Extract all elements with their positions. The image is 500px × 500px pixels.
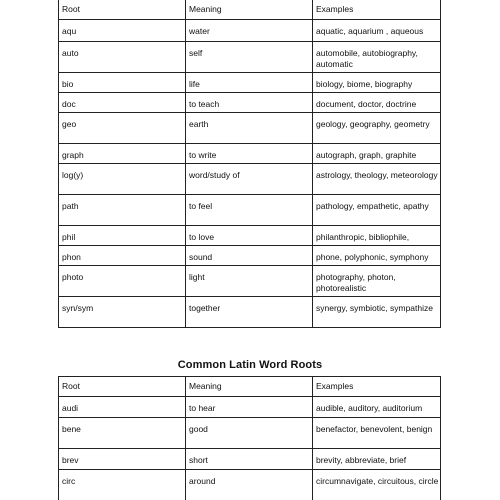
table-row — [59, 226, 441, 246]
meaning-cell: life — [186, 73, 313, 93]
root-cell: phil — [59, 226, 186, 246]
examples-cell: astrology, theology, meteorology — [313, 164, 441, 195]
root-cell: doc — [59, 93, 186, 113]
greek-roots-table — [58, 0, 441, 328]
meaning-cell: word/study of — [186, 164, 313, 195]
examples-cell: automobile, autobiography, automatic — [313, 42, 441, 73]
meaning-cell: good — [186, 418, 313, 449]
table-row — [59, 93, 441, 113]
root-cell: bene — [59, 418, 186, 449]
table-row — [59, 73, 441, 93]
root-cell: auto — [59, 42, 186, 73]
meaning-cell: to love — [186, 226, 313, 246]
table-row — [59, 113, 441, 144]
meaning-cell: together — [186, 297, 313, 328]
table-row — [59, 266, 441, 297]
examples-cell: benefactor, benevolent, benign — [313, 418, 441, 449]
meaning-cell: earth — [186, 113, 313, 144]
examples-cell: audible, auditory, auditorium — [313, 397, 441, 418]
root-cell: phon — [59, 246, 186, 266]
examples-cell: autograph, graph, graphite — [313, 144, 441, 164]
root-cell: aqu — [59, 20, 186, 42]
latin-roots-table — [58, 376, 441, 500]
root-cell: graph — [59, 144, 186, 164]
table-row — [59, 449, 441, 470]
root-cell: log(y) — [59, 164, 186, 195]
meaning-cell: around — [186, 470, 313, 500]
meaning-cell: to hear — [186, 397, 313, 418]
examples-cell: geology, geography, geometry — [313, 113, 441, 144]
meaning-cell: to feel — [186, 195, 313, 226]
examples-cell: philanthropic, bibliophile, — [313, 226, 441, 246]
meaning-cell: sound — [186, 246, 313, 266]
table-row — [59, 418, 441, 449]
examples-cell: circumnavigate, circuitous, circle — [313, 470, 441, 500]
examples-cell: synergy, symbiotic, sympathize — [313, 297, 441, 328]
column-header-root: Root — [59, 0, 186, 20]
examples-cell: document, doctor, doctrine — [313, 93, 441, 113]
root-cell: audi — [59, 397, 186, 418]
table-row — [59, 397, 441, 418]
meaning-cell: to teach — [186, 93, 313, 113]
root-cell: brev — [59, 449, 186, 470]
table-header-row — [59, 0, 441, 20]
examples-cell: biology, biome, biography — [313, 73, 441, 93]
examples-cell: pathology, empathetic, apathy — [313, 195, 441, 226]
root-cell: syn/sym — [59, 297, 186, 328]
table-row — [59, 164, 441, 195]
column-header-meaning: Meaning — [186, 377, 313, 397]
root-cell: geo — [59, 113, 186, 144]
table-row — [59, 470, 441, 500]
meaning-cell: water — [186, 20, 313, 42]
table-row — [59, 297, 441, 328]
examples-cell: brevity, abbreviate, brief — [313, 449, 441, 470]
table-row — [59, 20, 441, 42]
column-header-root: Root — [59, 377, 186, 397]
table-row — [59, 144, 441, 164]
examples-cell: photography, photon, photorealistic — [313, 266, 441, 297]
column-header-meaning: Meaning — [186, 0, 313, 20]
root-cell: photo — [59, 266, 186, 297]
root-cell: circ — [59, 470, 186, 500]
root-cell: path — [59, 195, 186, 226]
section-title-latin-roots: Common Latin Word Roots — [177, 359, 323, 371]
table-row — [59, 195, 441, 226]
table-row — [59, 246, 441, 266]
meaning-cell: self — [186, 42, 313, 73]
meaning-cell: short — [186, 449, 313, 470]
table-header-row — [59, 377, 441, 397]
table-row — [59, 42, 441, 73]
root-cell: bio — [59, 73, 186, 93]
meaning-cell: to write — [186, 144, 313, 164]
examples-cell: phone, polyphonic, symphony — [313, 246, 441, 266]
examples-cell: aquatic, aquarium , aqueous — [313, 20, 441, 42]
column-header-examples: Examples — [313, 377, 441, 397]
meaning-cell: light — [186, 266, 313, 297]
column-header-examples: Examples — [313, 0, 441, 20]
